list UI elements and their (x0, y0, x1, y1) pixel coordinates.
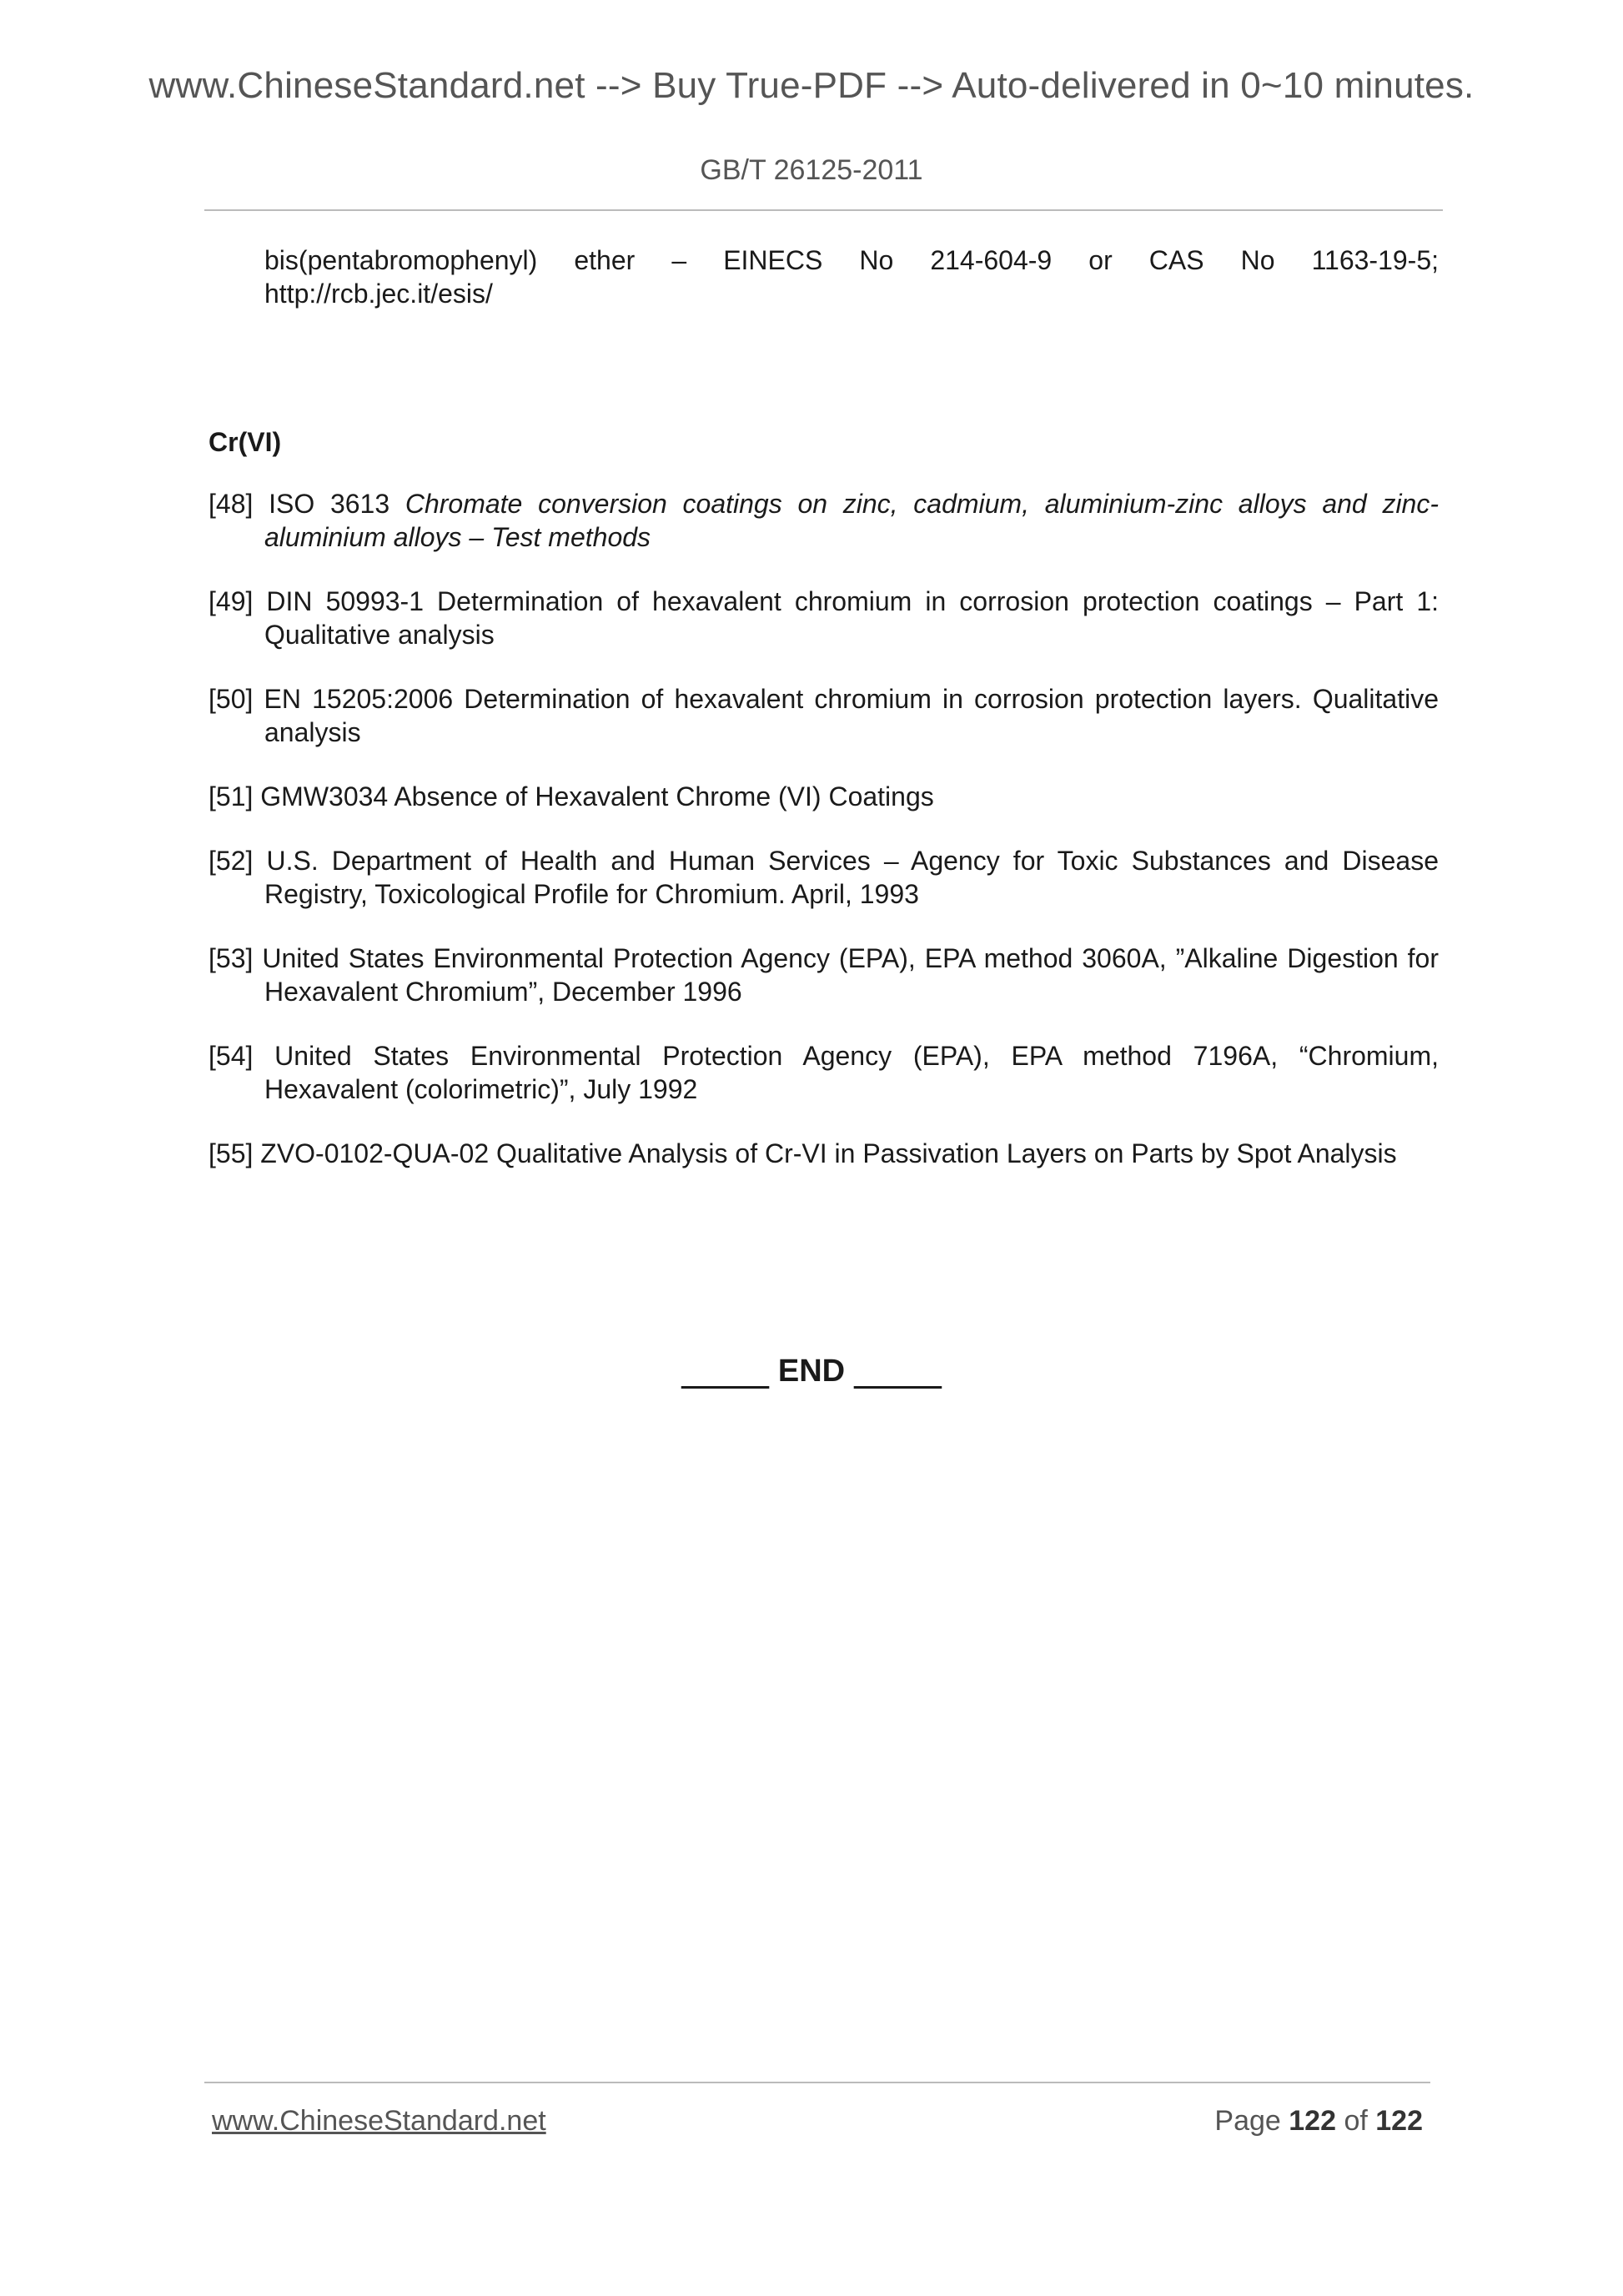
reference-text: DIN 50993-1 Determination of hexavalent chromium in corrosion protection coatings – Part 1: Qualitative analysis (264, 586, 1440, 650)
reference-text: GMW3034 Absence of Hexavalent Chrome (VI) Coatings (260, 781, 934, 811)
reference-item (209, 487, 1439, 554)
end-rule-right (854, 1354, 942, 1389)
page-total: 122 (1375, 2105, 1423, 2137)
reference-item (209, 780, 1439, 813)
continued-reference-line-1: bis(pentabromophenyl) ether – EINECS No 214-604-9 or CAS No 1163-19-5; (264, 245, 1439, 275)
footer-site-link[interactable]: www.ChineseStandard.net (212, 2105, 546, 2137)
reference-title: Chromate conversion coatings on zinc, cadmium, aluminium-zinc alloys and zinc-aluminium alloys – Test methods (264, 489, 1439, 552)
page-word: Page (1214, 2105, 1281, 2137)
page-number (1214, 2105, 1423, 2138)
reference-item (209, 1137, 1439, 1170)
document-body (209, 244, 1439, 1201)
reference-number: [53] (209, 943, 254, 973)
end-label: END (777, 1354, 846, 1389)
section-title: Cr(VI) (209, 427, 282, 457)
header-divider (204, 209, 1443, 211)
reference-text: United States Environmental Protection Agency (EPA), EPA method 7196A, “Chromium, Hexavalent (colorimetric)”, July 1992 (264, 1041, 1440, 1104)
continued-reference-link: http://rcb.jec.it/esis/ (264, 279, 493, 309)
footer-divider (204, 2082, 1430, 2083)
reference-item (209, 585, 1439, 651)
reference-text: ZVO-0102-QUA-02 Qualitative Analysis of Cr-VI in Passivation Layers on Parts by Spot Analysis (260, 1138, 1397, 1168)
reference-number: [55] (209, 1138, 254, 1168)
reference-number: [51] (209, 781, 254, 811)
continued-reference (264, 244, 1439, 310)
reference-number: [49] (209, 586, 254, 616)
page-current: 122 (1289, 2105, 1336, 2137)
reference-item (209, 1039, 1439, 1106)
document-code: GB/T 26125-2011 (700, 154, 923, 186)
reference-text: ISO 3613 (269, 489, 405, 519)
site-banner: www.ChineseStandard.net --> Buy True-PDF --> Auto-delivered in 0~10 minutes. (148, 65, 1475, 106)
reference-item (209, 844, 1439, 911)
reference-number: [54] (209, 1041, 254, 1071)
end-marker (0, 1354, 1623, 1389)
of-word: of (1344, 2105, 1368, 2137)
reference-item (209, 942, 1439, 1008)
end-rule-left (681, 1354, 770, 1389)
reference-number: [48] (209, 489, 254, 519)
reference-text: U.S. Department of Health and Human Services – Agency for Toxic Substances and Disease Registry, Toxicological Profile for Chromium. April, 1993 (264, 846, 1440, 909)
reference-item (209, 682, 1439, 749)
reference-text: EN 15205:2006 Determination of hexavalent chromium in corrosion protection layers. Qualitative analysis (264, 684, 1440, 747)
reference-text: United States Environmental Protection Agency (EPA), EPA method 3060A, ”Alkaline Digestion for Hexavalent Chromium”, December 1996 (262, 943, 1439, 1007)
reference-number: [50] (209, 684, 254, 714)
reference-list (209, 487, 1439, 1170)
reference-number: [52] (209, 846, 254, 876)
